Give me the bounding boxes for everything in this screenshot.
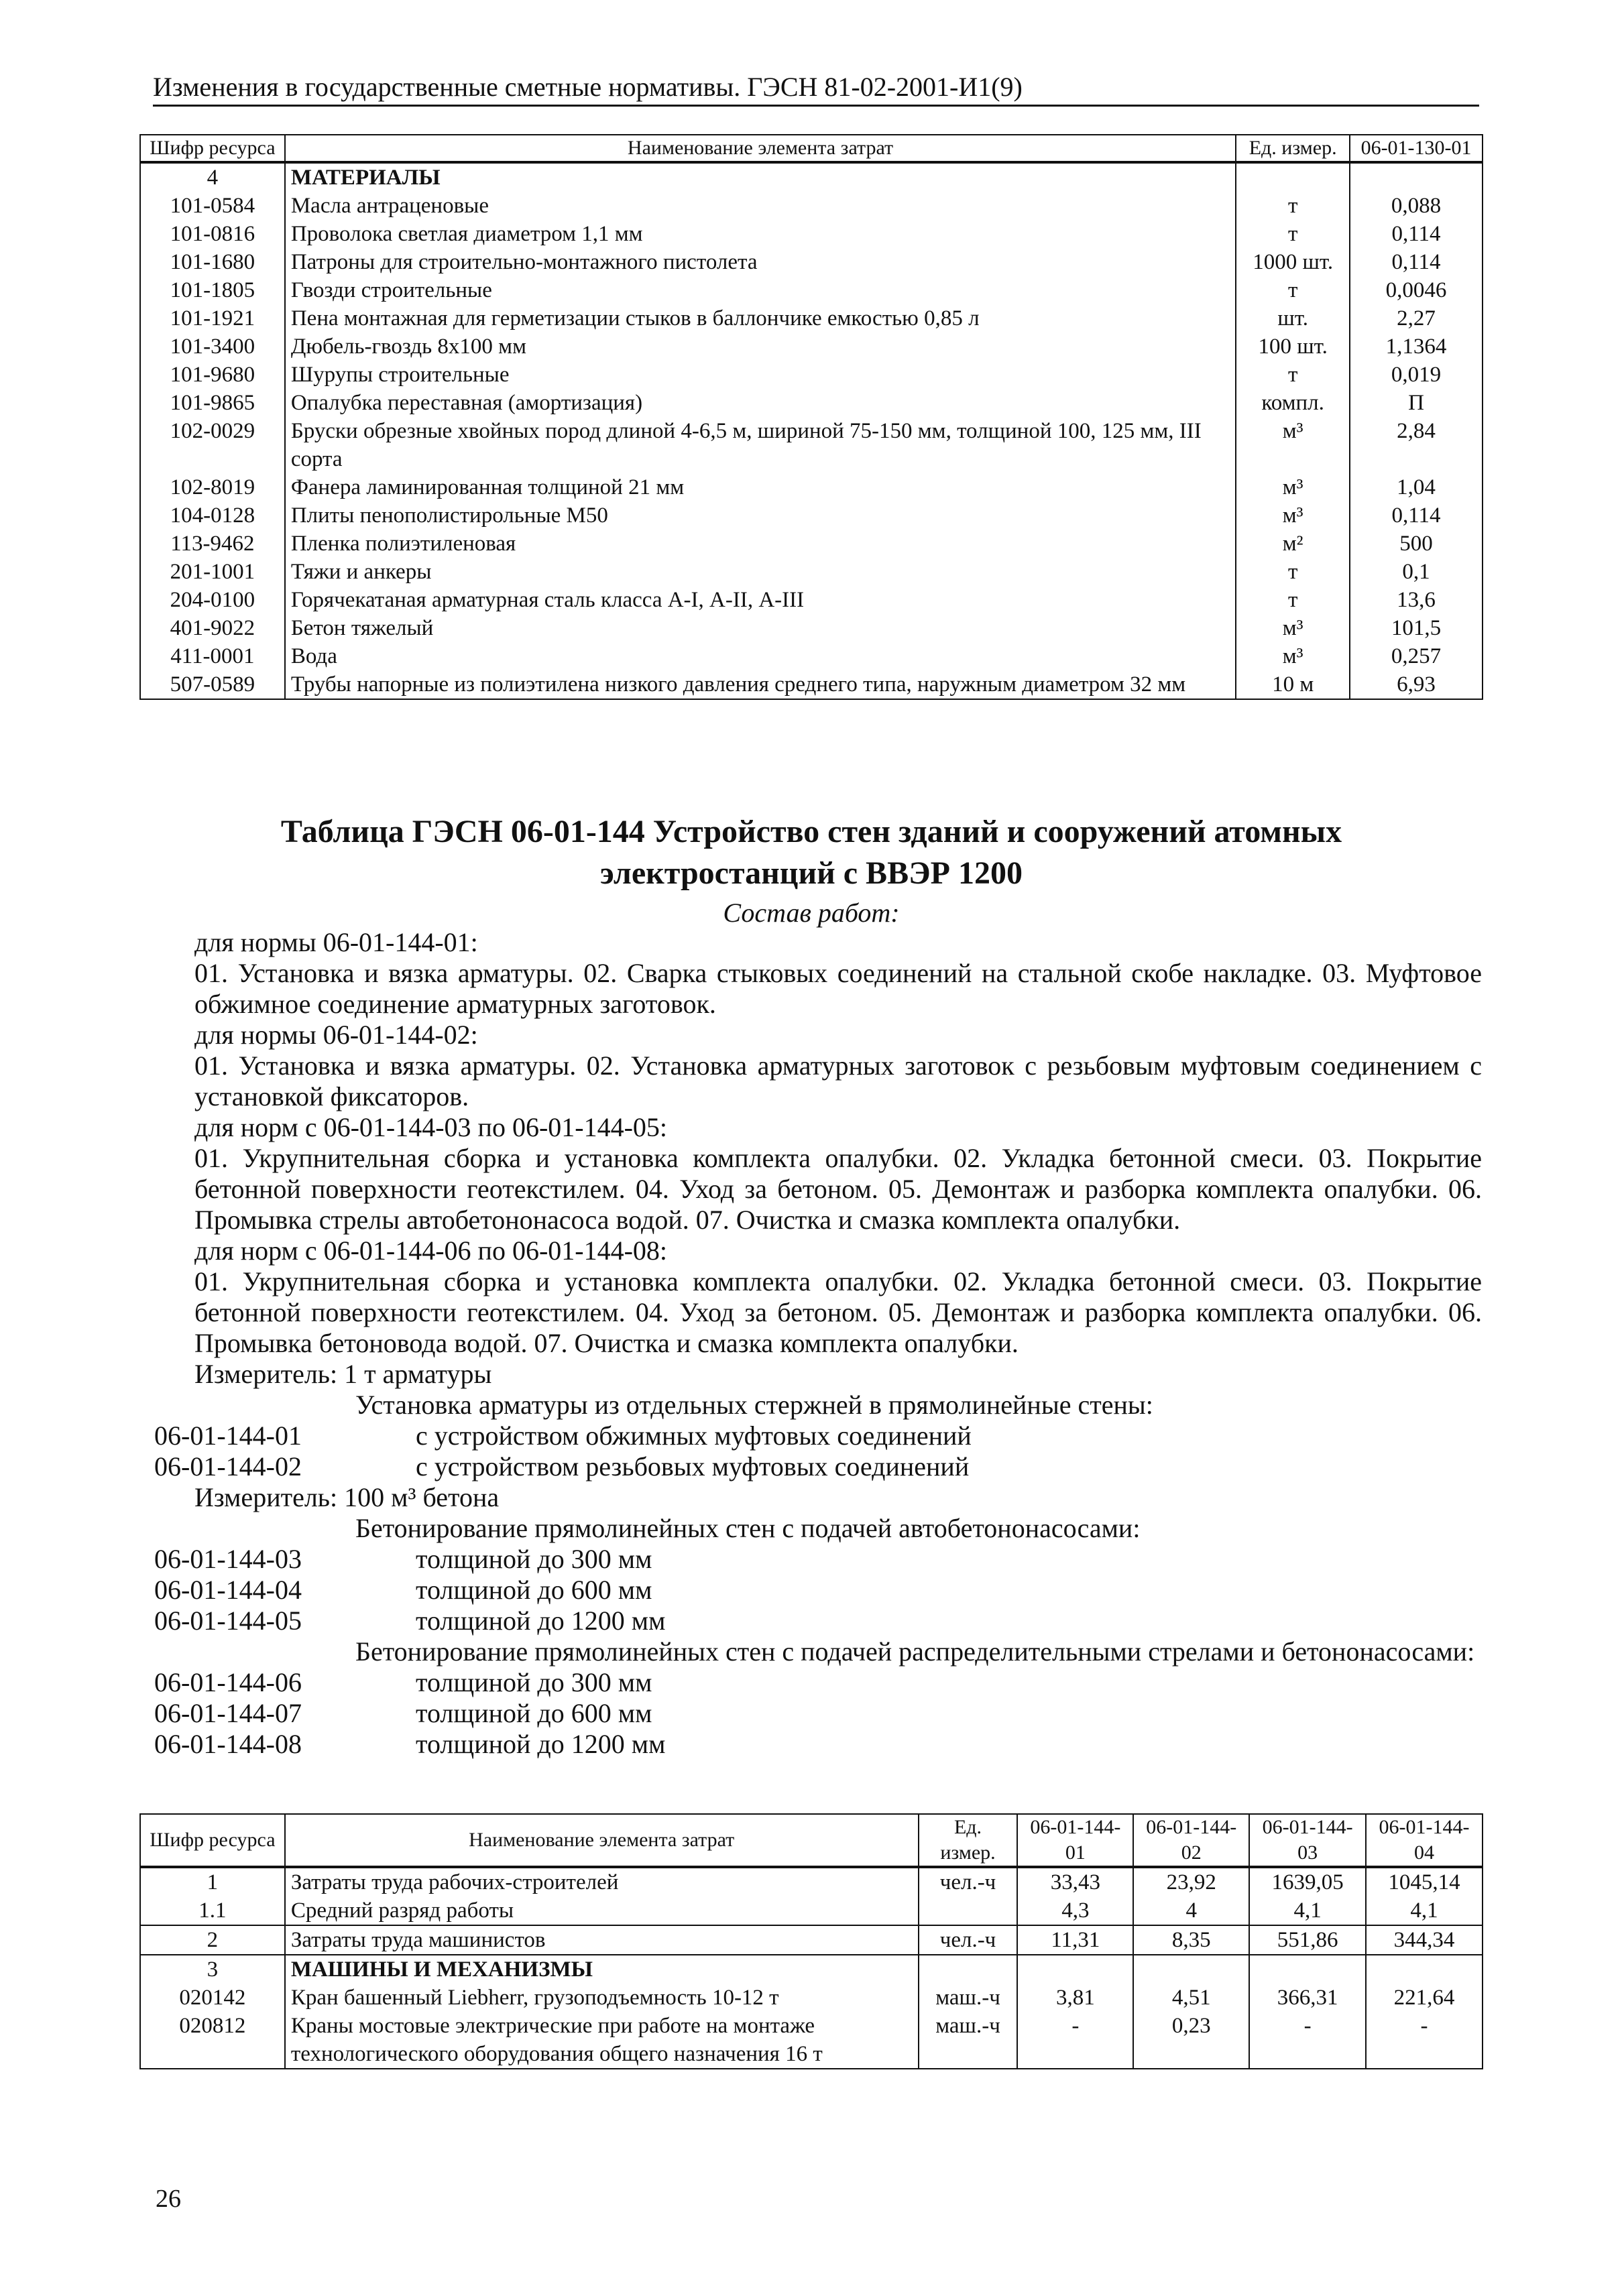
- row-code: 102-0029: [140, 417, 285, 473]
- norm-list-3: [154, 1667, 1482, 1760]
- row-unit: т: [1236, 220, 1350, 248]
- title-line-2: электростанций с ВВЭР 1200: [600, 855, 1023, 891]
- table-row: [140, 1925, 1483, 1955]
- header-code: Шифр ресурса: [140, 1814, 285, 1867]
- row-name: Пена монтажная для герметизации стыков в баллончике емкостью 0,85 л: [285, 304, 1236, 333]
- row-name: Гвозди строительные: [285, 276, 1236, 304]
- table-row: [140, 304, 1483, 333]
- norm-code: 06-01-144-08: [154, 1729, 302, 1759]
- row-name: Патроны для строительно-монтажного пистолета: [285, 248, 1236, 276]
- measure-2: Измеритель: 100 м³ бетона: [194, 1482, 500, 1512]
- norm-description: толщиной до 1200 мм: [416, 1606, 666, 1636]
- table-row: [140, 1984, 1483, 2012]
- row-value: 0,114: [1350, 220, 1483, 248]
- header-unit: Ед. измер.: [919, 1814, 1018, 1867]
- row-code: 1: [140, 1867, 285, 1896]
- norm-item: [154, 1729, 1482, 1760]
- row-unit: т: [1236, 361, 1350, 389]
- row-unit: чел.-ч: [919, 1867, 1018, 1896]
- row-unit: м²: [1236, 530, 1350, 558]
- row-value: 1,04: [1350, 473, 1483, 501]
- header-name: Наименование элемента затрат: [285, 135, 1236, 162]
- row-value: 4,3: [1017, 1896, 1133, 1925]
- norm-label-2: для нормы 06-01-144-02:: [194, 1020, 478, 1050]
- row-name: Бруски обрезные хвойных пород длиной 4-6,5 м, шириной 75-150 мм, толщиной 100, 125 мм, III сорта: [285, 417, 1236, 473]
- title-line-1: Таблица ГЭСН 06-01-144 Устройство стен зданий и сооружений атомных: [280, 814, 1342, 849]
- row-name: Краны мостовые электрические при работе на монтаже технологического оборудования общего назначения 16 т: [285, 2012, 919, 2069]
- table-row: [140, 389, 1483, 417]
- row-code: 101-1921: [140, 304, 285, 333]
- section-title: МАТЕРИАЛЫ: [285, 162, 1236, 192]
- row-unit: чел.-ч: [919, 1925, 1018, 1955]
- norm-item: [154, 1575, 1482, 1606]
- row-value: 0,114: [1350, 501, 1483, 530]
- table-header-row: [140, 135, 1483, 162]
- row-value: 221,64: [1366, 1984, 1483, 2012]
- norm-description: с устройством резьбовых муфтовых соединений: [416, 1451, 970, 1482]
- row-unit: [919, 1896, 1018, 1925]
- row-value: 11,31: [1017, 1925, 1133, 1955]
- row-unit: 1000 шт.: [1236, 248, 1350, 276]
- header-unit: Ед. измер.: [1236, 135, 1350, 162]
- norm-item: [154, 1606, 1482, 1636]
- norm-code: 06-01-144-01: [154, 1421, 302, 1451]
- row-value: 2,27: [1350, 304, 1483, 333]
- row-name: Кран башенный Liebherr, грузоподъемность 10-12 т: [285, 1984, 919, 2012]
- header-norm-4: 06-01-144-04: [1366, 1814, 1483, 1867]
- work-steps-2: 01. Установка и вязка арматуры. 02. Установка арматурных заготовок с резьбовым муфтовым соединением с установкой фиксаторов.: [194, 1050, 1482, 1111]
- row-value: 0,1: [1350, 558, 1483, 586]
- row-value: -: [1366, 2012, 1483, 2069]
- section-num: 4: [140, 162, 285, 192]
- row-name: Тяжи и анкеры: [285, 558, 1236, 586]
- norm-item: [154, 1544, 1482, 1575]
- page-number: 26: [156, 2185, 181, 2213]
- table-row: [140, 1867, 1483, 1896]
- header-code: Шифр ресурса: [140, 135, 285, 162]
- row-name: Плиты пенополистирольные М50: [285, 501, 1236, 530]
- row-unit: маш.-ч: [919, 1984, 1018, 2012]
- group-1: Установка арматуры из отдельных стержней в прямолинейные стены:: [355, 1390, 1153, 1420]
- header-name: Наименование элемента затрат: [285, 1814, 919, 1867]
- row-unit: м³: [1236, 417, 1350, 473]
- row-value: 4: [1133, 1896, 1249, 1925]
- norm-code: 06-01-144-02: [154, 1451, 302, 1482]
- work-steps-4: 01. Укрупнительная сборка и установка комплекта опалубки. 02. Укладка бетонной смеси. 03. Покрытие бетонной поверхности геотекстилем. 04. Уход за бетоном. 05. Демонтаж и разборка комплекта опалубки. 06. Промывка бетоновода водой. 07. Очистка и смазка комплекта опалубки.: [194, 1266, 1482, 1358]
- norm-label-3: для норм с 06-01-144-03 по 06-01-144-05:: [194, 1112, 668, 1142]
- row-code: 020812: [140, 2012, 285, 2069]
- row-code: 201-1001: [140, 558, 285, 586]
- norm-item: [154, 1451, 1482, 1482]
- row-value: 4,51: [1133, 1984, 1249, 2012]
- group-3: Бетонирование прямолинейных стен с подачей распределительными стрелами и бетононасосами:: [355, 1636, 1475, 1667]
- row-value: 0,114: [1350, 248, 1483, 276]
- table-row: [140, 1896, 1483, 1925]
- row-name: Горячекатаная арматурная сталь класса А-I, А-II, А-III: [285, 586, 1236, 614]
- row-value: 0,23: [1133, 2012, 1249, 2069]
- table-row: [140, 220, 1483, 248]
- norm-list-2: [154, 1544, 1482, 1636]
- materials-table: [139, 134, 1483, 700]
- row-unit: компл.: [1236, 389, 1350, 417]
- norm-code: 06-01-144-05: [154, 1606, 302, 1636]
- row-name: Шурупы строительные: [285, 361, 1236, 389]
- work-steps-3: 01. Укрупнительная сборка и установка комплекта опалубки. 02. Укладка бетонной смеси. 03. Покрытие бетонной поверхности геотекстилем. 04. Уход за бетоном. 05. Демонтаж и разборка комплекта опалубки. 06. Промывка стрелы автобетононасоса водой. 07. Очистка и смазка комплекта опалубки.: [194, 1143, 1482, 1235]
- table-header-row: [140, 1814, 1483, 1867]
- norm-list-1: [154, 1421, 1482, 1482]
- row-value: 500: [1350, 530, 1483, 558]
- row-value: 1639,05: [1249, 1867, 1366, 1896]
- row-code: 101-0584: [140, 192, 285, 220]
- norm-label-1: для нормы 06-01-144-01:: [194, 927, 478, 957]
- row-value: 0,0046: [1350, 276, 1483, 304]
- norm-code: 06-01-144-07: [154, 1698, 302, 1728]
- row-value: П: [1350, 389, 1483, 417]
- work-composition-label: Состав работ:: [723, 898, 900, 928]
- row-name: Затраты труда машинистов: [285, 1925, 919, 1955]
- row-code: 113-9462: [140, 530, 285, 558]
- row-name: Трубы напорные из полиэтилена низкого давления среднего типа, наружным диаметром 32 мм: [285, 670, 1236, 699]
- row-unit: 100 шт.: [1236, 333, 1350, 361]
- row-value: 1045,14: [1366, 1867, 1483, 1896]
- resources-table: [139, 1813, 1483, 2069]
- row-value: 344,34: [1366, 1925, 1483, 1955]
- row-name: Проволока светлая диаметром 1,1 мм: [285, 220, 1236, 248]
- row-unit: м³: [1236, 501, 1350, 530]
- norm-description: толщиной до 600 мм: [416, 1575, 652, 1605]
- row-name: Опалубка переставная (амортизация): [285, 389, 1236, 417]
- row-name: Затраты труда рабочих-строителей: [285, 1867, 919, 1896]
- row-value: 101,5: [1350, 614, 1483, 642]
- work-steps-1: 01. Установка и вязка арматуры. 02. Сварка стыковых соединений на стальной скобе накладке. 03. Муфтовое обжимное соединение арматурных заготовок.: [194, 958, 1482, 1019]
- row-value: 3,81: [1017, 1984, 1133, 2012]
- row-value: 4,1: [1366, 1896, 1483, 1925]
- table-row: [140, 501, 1483, 530]
- table-title: [139, 811, 1483, 894]
- row-code: 507-0589: [140, 670, 285, 699]
- header-norm: 06-01-130-01: [1350, 135, 1483, 162]
- row-name: Масла антраценовые: [285, 192, 1236, 220]
- row-name: Пленка полиэтиленовая: [285, 530, 1236, 558]
- row-unit: шт.: [1236, 304, 1350, 333]
- row-value: 23,92: [1133, 1867, 1249, 1896]
- row-value: 0,088: [1350, 192, 1483, 220]
- row-unit: т: [1236, 586, 1350, 614]
- row-unit: м³: [1236, 473, 1350, 501]
- header-norm-1: 06-01-144-01: [1017, 1814, 1133, 1867]
- header-norm-3: 06-01-144-03: [1249, 1814, 1366, 1867]
- row-unit: м³: [1236, 614, 1350, 642]
- row-code: 3: [140, 1955, 285, 1984]
- row-code: 020142: [140, 1984, 285, 2012]
- row-value: 33,43: [1017, 1867, 1133, 1896]
- group-2: Бетонирование прямолинейных стен с подачей автобетононасосами:: [355, 1513, 1141, 1543]
- norm-item: [154, 1421, 1482, 1451]
- row-unit: т: [1236, 276, 1350, 304]
- row-code: 2: [140, 1925, 285, 1955]
- header-norm-2: 06-01-144-02: [1133, 1814, 1249, 1867]
- row-value: -: [1017, 2012, 1133, 2069]
- norm-item: [154, 1667, 1482, 1698]
- table-row: [140, 248, 1483, 276]
- norm-description: с устройством обжимных муфтовых соединений: [416, 1421, 972, 1451]
- row-unit: т: [1236, 558, 1350, 586]
- table-row: [140, 614, 1483, 642]
- section-row: [140, 162, 1483, 192]
- table-row: [140, 2012, 1483, 2069]
- row-code: 1.1: [140, 1896, 285, 1925]
- row-name: Бетон тяжелый: [285, 614, 1236, 642]
- row-value: 0,019: [1350, 361, 1483, 389]
- row-value: 4,1: [1249, 1896, 1366, 1925]
- table-row: [140, 333, 1483, 361]
- row-code: 411-0001: [140, 642, 285, 670]
- table-row: [140, 361, 1483, 389]
- running-header: Изменения в государственные сметные нормативы. ГЭСН 81-02-2001-И1(9): [153, 71, 1479, 107]
- row-name: Дюбель-гвоздь 8х100 мм: [285, 333, 1236, 361]
- work-description: [154, 927, 1482, 1760]
- norm-code: 06-01-144-03: [154, 1544, 302, 1574]
- norm-label-4: для норм с 06-01-144-06 по 06-01-144-08:: [194, 1235, 668, 1266]
- row-value: -: [1249, 2012, 1366, 2069]
- row-name: Фанера ламинированная толщиной 21 мм: [285, 473, 1236, 501]
- row-unit: 10 м: [1236, 670, 1350, 699]
- table-row: [140, 558, 1483, 586]
- row-unit: т: [1236, 192, 1350, 220]
- row-value: 13,6: [1350, 586, 1483, 614]
- row-value: 2,84: [1350, 417, 1483, 473]
- row-value: 551,86: [1249, 1925, 1366, 1955]
- row-code: 204-0100: [140, 586, 285, 614]
- norm-code: 06-01-144-06: [154, 1667, 302, 1697]
- norm-description: толщиной до 1200 мм: [416, 1729, 666, 1759]
- row-value: 366,31: [1249, 1984, 1366, 2012]
- table-row: [140, 417, 1483, 473]
- row-code: 101-3400: [140, 333, 285, 361]
- table-row: [140, 586, 1483, 614]
- section-row: [140, 1955, 1483, 1984]
- table-row: [140, 276, 1483, 304]
- norm-description: толщиной до 300 мм: [416, 1667, 652, 1697]
- row-unit: маш.-ч: [919, 2012, 1018, 2069]
- row-code: 104-0128: [140, 501, 285, 530]
- table-row: [140, 192, 1483, 220]
- row-code: 102-8019: [140, 473, 285, 501]
- row-code: 101-0816: [140, 220, 285, 248]
- row-code: 101-1680: [140, 248, 285, 276]
- table-row: [140, 670, 1483, 699]
- table-row: [140, 642, 1483, 670]
- section-title: МАШИНЫ И МЕХАНИЗМЫ: [285, 1955, 919, 1984]
- norm-code: 06-01-144-04: [154, 1575, 302, 1605]
- row-value: 6,93: [1350, 670, 1483, 699]
- norm-item: [154, 1698, 1482, 1729]
- row-code: 101-1805: [140, 276, 285, 304]
- row-value: 0,257: [1350, 642, 1483, 670]
- norm-description: толщиной до 300 мм: [416, 1544, 652, 1574]
- table-row: [140, 530, 1483, 558]
- row-name: Вода: [285, 642, 1236, 670]
- row-code: 401-9022: [140, 614, 285, 642]
- norm-description: толщиной до 600 мм: [416, 1698, 652, 1728]
- table-row: [140, 473, 1483, 501]
- row-value: 1,1364: [1350, 333, 1483, 361]
- row-name: Средний разряд работы: [285, 1896, 919, 1925]
- row-code: 101-9865: [140, 389, 285, 417]
- measure-1: Измеритель: 1 т арматуры: [194, 1359, 492, 1389]
- row-unit: м³: [1236, 642, 1350, 670]
- row-value: 8,35: [1133, 1925, 1249, 1955]
- row-code: 101-9680: [140, 361, 285, 389]
